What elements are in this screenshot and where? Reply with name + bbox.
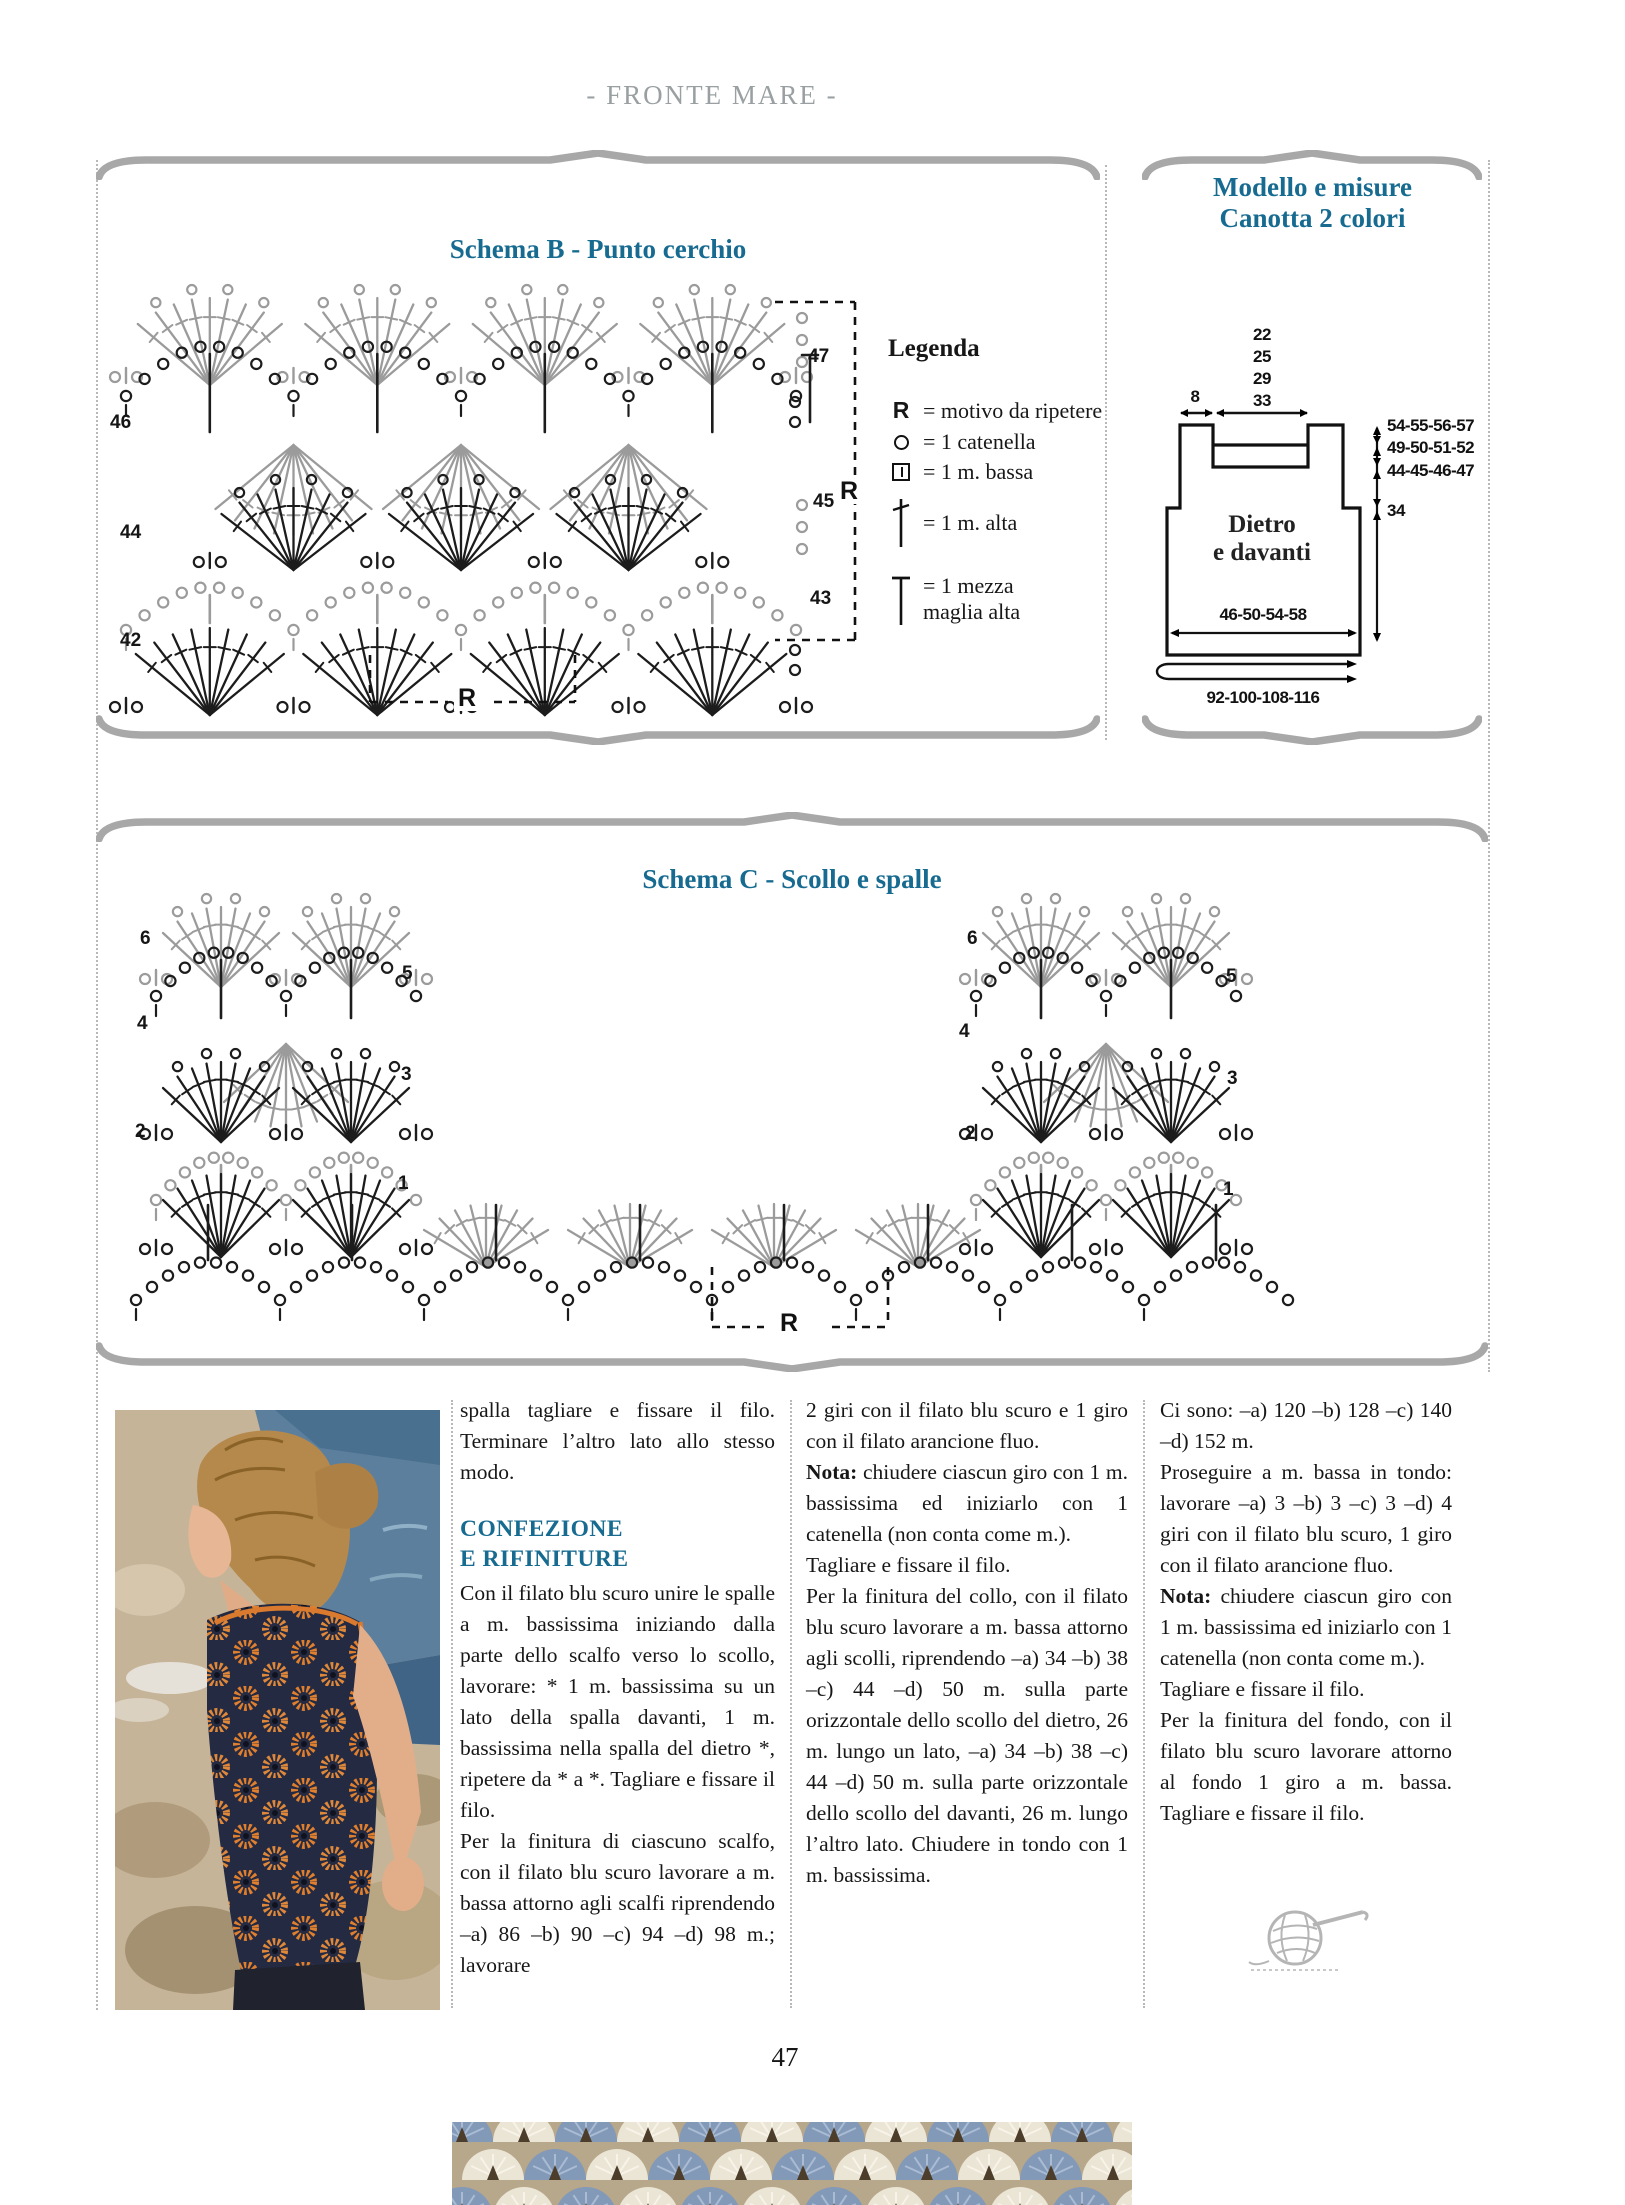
schema-b-panel xyxy=(96,150,1103,745)
legend-item-label: = 1 catenella xyxy=(923,429,1036,454)
svg-text:49-50-51-52: 49-50-51-52 xyxy=(1387,438,1475,457)
paragraph: Con il filato blu scuro unire le spalle a m. bassissima iniziando dalla parte dello scalfo verso lo scollo, lavorare: * 1 m. bassissima su un lato della spalla davanti, 1 m. bassissima nella spalla del dietro *, ripetere da * a *. Tagliare e fissare il filo. xyxy=(460,1581,775,1822)
row-number: 4 xyxy=(959,1021,970,1042)
model-measures-panel xyxy=(1135,150,1490,745)
row-number: 1 xyxy=(398,1173,409,1194)
svg-text:22: 22 xyxy=(1253,325,1271,344)
model-photo xyxy=(115,1410,440,2010)
paragraph: Nota: chiudere ciascun giro con 1 m. bassissima ed iniziarlo con 1 catenella (non conta come m.). xyxy=(806,1460,1128,1546)
row-number: 4 xyxy=(137,1013,148,1034)
row-number: 1 xyxy=(1223,1179,1234,1200)
paragraph: Proseguire a m. bassa in tondo: lavorare –a) 3 –b) 3 –c) 3 –d) 4 giri con il filato blu scuro, 1 giro con il filato arancione fluo. xyxy=(1160,1460,1452,1577)
repeat-symbol: R xyxy=(892,397,910,423)
row-number: 45 xyxy=(813,491,835,512)
single-crochet-icon xyxy=(888,463,914,481)
schema-c-panel xyxy=(96,812,1488,1372)
svg-text:33: 33 xyxy=(1253,391,1271,410)
repeat-label: R xyxy=(776,1310,802,1336)
schema-b-title: Schema B - Punto cerchio xyxy=(449,234,747,264)
text-column-3 xyxy=(1160,1395,1452,1829)
svg-text:Dietro: Dietro xyxy=(1228,511,1296,538)
text-column-1 xyxy=(460,1395,775,1981)
legend-item-label: = motivo da ripetere xyxy=(923,397,1103,423)
page-number: 47 xyxy=(771,2042,799,2072)
half-double-crochet-icon xyxy=(888,573,914,629)
svg-text:29: 29 xyxy=(1253,369,1271,388)
row-number: 2 xyxy=(965,1123,976,1144)
paragraph: Per la finitura del fondo, con il filato blu scuro lavorare attorno al fondo 1 giro a m. bassa. Tagliare e fissare il filo. xyxy=(1160,1708,1452,1825)
legend-item-single-crochet xyxy=(888,459,1033,485)
paragraph: spalla tagliare e fissare il filo. Terminare l’altro lato allo stesso modo. xyxy=(460,1398,775,1484)
legend-item-label: = 1 mezza maglia alta xyxy=(923,573,1021,624)
svg-text:92-100-108-116: 92-100-108-116 xyxy=(1206,688,1320,707)
row-number: 43 xyxy=(810,588,832,609)
repeat-label: R xyxy=(836,478,862,504)
row-number: 5 xyxy=(402,963,413,984)
text-column-2 xyxy=(806,1395,1128,1891)
svg-text:54-55-56-57: 54-55-56-57 xyxy=(1387,416,1475,435)
row-number: 6 xyxy=(140,928,151,949)
row-number: 44 xyxy=(120,522,142,543)
yarn-ball-icon xyxy=(1245,1900,1375,1975)
modello-title-line2: Canotta 2 colori xyxy=(1219,203,1406,233)
page-header: - FRONTE MARE - xyxy=(586,80,838,110)
row-number: 5 xyxy=(1226,966,1237,987)
legend-title: Legenda xyxy=(888,335,980,362)
row-number: 6 xyxy=(967,928,978,949)
svg-text:8: 8 xyxy=(1190,387,1200,406)
garment-schematic xyxy=(1135,150,1490,745)
legend-item-label: = 1 m. bassa xyxy=(923,459,1034,484)
swatch-photo xyxy=(452,2122,1132,2205)
section-heading: CONFEZIONE E RIFINITURE xyxy=(460,1516,629,1572)
schema-c-title: Schema C - Scollo e spalle xyxy=(642,864,942,894)
svg-text:46-50-54-58: 46-50-54-58 xyxy=(1219,605,1307,624)
svg-text:44-45-46-47: 44-45-46-47 xyxy=(1387,461,1475,480)
double-crochet-icon xyxy=(888,495,914,551)
row-number: 3 xyxy=(1227,1068,1238,1089)
modello-title-line1: Modello e misure xyxy=(1213,172,1412,202)
paragraph: Per la finitura di ciascuno scalfo, con il filato blu scuro lavorare a m. bassa attorno agli scalfi riprendendo –a) 86 –b) 90 –c) 94 –d) 98 m.; lavorare xyxy=(460,1829,775,1977)
mid-panel-rule xyxy=(1105,165,1107,740)
legend-item-label: = 1 m. alta xyxy=(923,510,1018,535)
svg-text:e davanti: e davanti xyxy=(1213,539,1311,566)
row-number: 47 xyxy=(808,346,830,367)
row-number: 42 xyxy=(120,630,142,651)
legend-item-repeat xyxy=(888,397,1102,424)
paragraph: Nota: chiudere ciascun giro con 1 m. bassissima ed iniziarlo con 1 catenella (non conta come m.). xyxy=(1160,1584,1452,1670)
row-number: 46 xyxy=(110,412,132,433)
schema-c-chart xyxy=(96,812,1488,1372)
svg-text:34: 34 xyxy=(1387,501,1405,520)
repeat-label: R xyxy=(454,685,480,711)
paragraph: Tagliare e fissare il filo. xyxy=(1160,1677,1365,1701)
legend-item-chain xyxy=(888,429,1036,455)
legend-item-double-crochet xyxy=(888,495,1017,551)
row-number: 2 xyxy=(135,1121,146,1142)
article xyxy=(0,1395,1625,2010)
row-number: 3 xyxy=(401,1064,412,1085)
paragraph: Ci sono: –a) 120 –b) 128 –c) 140 –d) 152 m. xyxy=(1160,1398,1452,1453)
chain-icon xyxy=(888,435,914,450)
paragraph: Tagliare e fissare il filo. xyxy=(806,1553,1011,1577)
legend-item-half-double xyxy=(888,573,1098,629)
paragraph: Per la finitura del collo, con il filato blu scuro lavorare a m. bassa attorno agli scolli, riprendendo –a) 34 –b) 38 –c) 44 –d) 50 m. sulla parte orizzontale dello scollo del dietro, 26 m. lungo un lato, –a) 34 –b) 38 –c) 44 –d) 50 m. sulla parte orizzontale dello scollo del davanti, 26 m. lungo l’altro lato. Chiudere in tondo con 1 m. bassissima. xyxy=(806,1584,1128,1887)
svg-text:25: 25 xyxy=(1253,347,1271,366)
paragraph: 2 giri con il filato blu scuro e 1 giro con il filato arancione fluo. xyxy=(806,1398,1128,1453)
